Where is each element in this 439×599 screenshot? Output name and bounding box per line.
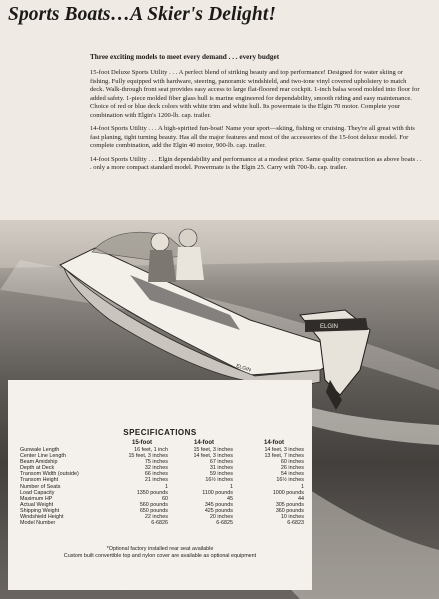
spec-label: Center Line Length <box>20 453 66 460</box>
column-header-14-foot-a: 14-foot <box>194 440 214 446</box>
spec-value-15-foot: 75 inches <box>144 459 168 466</box>
spec-label: Transom Height <box>20 477 59 484</box>
paragraph-14-foot-standard: 14-foot Sports Utility . . . Elgin dependability and performance at a modest price. Same quality construction as above boats . . . only a more compact standard model. Powermate is the Elgin 25. Carry with 700-lb. cap. trailer. <box>90 155 422 172</box>
spec-value-14-foot-b: 10 inches <box>280 514 304 521</box>
spec-label: Load Capacity <box>20 489 55 496</box>
spec-value-14-foot-a: 31 inches <box>209 465 233 472</box>
hull-text: ELGIN <box>235 363 252 374</box>
spec-value-14-foot-b: 1000 pounds <box>272 489 304 496</box>
spec-value-14-foot-a: 20 inches <box>209 514 233 521</box>
spec-value-14-foot-a: 16½ inches <box>205 477 233 484</box>
specification-rows <box>20 447 310 526</box>
spec-value-14-foot-a: 1 <box>230 483 233 490</box>
spec-value-14-foot-a: 1100 pounds <box>202 489 233 496</box>
spec-value-15-foot: 22 inches <box>144 514 168 521</box>
intro-line: Three exciting models to meet every demand . . . every budget <box>90 53 280 61</box>
spec-value-14-foot-b: 14 feet, 3 inches <box>264 447 304 453</box>
spec-label: Beam Amidship <box>20 459 58 466</box>
spec-value-15-foot: 15 feet, 3 inches <box>128 453 168 460</box>
footnote-rear-seat: *Optional factory installed rear seat available <box>106 546 214 552</box>
spec-value-14-foot-b: 60 inches <box>280 459 304 466</box>
spec-value-14-foot-a: 345 pounds <box>204 501 233 508</box>
headline: Sports Boats…A Skier's Delight! <box>8 4 277 25</box>
body-copy <box>90 69 422 178</box>
spec-value-14-foot-b: 1 <box>301 483 304 490</box>
spec-label: Actual Weight <box>20 501 54 508</box>
spec-value-15-foot: 32 inches <box>144 465 168 472</box>
spec-value-14-foot-a: 45 <box>227 495 233 502</box>
spec-value-15-foot: 21 inches <box>144 477 168 484</box>
spec-row <box>20 520 310 526</box>
spec-value-14-foot-b: 26 inches <box>280 465 304 472</box>
spec-value-14-foot-b: 54 inches <box>280 471 304 478</box>
spec-value-14-foot-a: 6-6825 <box>216 520 233 527</box>
spec-value-14-foot-b: 360 pounds <box>275 507 304 514</box>
spec-label: Number of Seats <box>20 483 61 490</box>
spec-value-14-foot-b: 305 pounds <box>275 501 304 508</box>
spec-value-15-foot: 60 <box>162 495 168 502</box>
spec-value-15-foot: 16 feet, 1 inch <box>134 447 168 453</box>
specifications-table <box>8 380 312 590</box>
spec-label: Model Number <box>20 520 56 527</box>
spec-value-15-foot: 1 <box>165 483 168 490</box>
footnote-optional-equipment: Custom built convertible top and nylon cover are available as optional equipment <box>63 553 257 559</box>
column-header-15-foot: 15-foot <box>132 440 152 446</box>
spec-value-14-foot-b: 44 <box>298 495 304 502</box>
column-header-14-foot-b: 14-foot <box>264 440 284 446</box>
spec-value-14-foot-a: 15 feet, 3 inches <box>193 447 233 453</box>
specifications-title: SPECIFICATIONS <box>123 428 197 437</box>
spec-value-14-foot-b: 13 feet, 7 inches <box>264 453 304 460</box>
spec-label: Maximum HP <box>20 495 53 502</box>
spec-value-15-foot: 6-6826 <box>151 520 168 527</box>
spec-label: Gunwale Length <box>20 447 60 453</box>
spec-value-15-foot: 560 pounds <box>139 501 168 508</box>
spec-value-14-foot-a: 14 feet, 3 inches <box>193 453 233 460</box>
paragraph-15-foot-deluxe: 15-foot Deluxe Sports Utility . . . A perfect blend of striking beauty and top performance! Designed for water skiing or fishing. Fully equipped with hardware, steering, panoramic windshield, and two-tone vinyl covered upholstery to match deck. Walk-through front seat provides easy access to large flat-floored rear cockpit. 1-inch balsa wood molded into floor for added safety. 1-piece molded fiber glass hull is marine engineered for dependability, smooth riding and easy maintenance. Choice of red or blue deck colors with white trim and white hull. Its powermate is the Elgin 70 motor. Complete your combination with Elgin's 1200-lb. cap. trailer. <box>90 69 420 119</box>
spec-value-14-foot-b: 6-6823 <box>287 520 304 527</box>
spec-value-14-foot-a: 67 inches <box>209 459 233 466</box>
spec-value-14-foot-b: 16½ inches <box>276 477 304 484</box>
paragraph-14-foot-sports: 14-foot Sports Utility . . . A high-spirited fun-boat! Name your sport—skiing, fishing or cruising. They're all great with this fast planing, tight turning beauty. Has all the major features and most of the accessories of the 15-foot deluxe model. For complete combination, add the Elgin 40 motor, 900-lb. cap. trailer. <box>90 125 415 150</box>
spec-value-15-foot: 66 inches <box>144 471 168 478</box>
spec-value-14-foot-a: 425 pounds <box>204 507 233 514</box>
spec-value-14-foot-a: 59 inches <box>209 471 233 478</box>
spec-label: Shipping Weight <box>20 507 60 514</box>
spec-label: Depth at Deck <box>20 465 55 472</box>
motor-brand-label: ELGIN <box>320 324 339 330</box>
spec-value-15-foot: 1350 pounds <box>136 489 168 496</box>
spec-label: Transom Width (outside) <box>20 471 79 478</box>
spec-value-15-foot: 650 pounds <box>139 507 168 514</box>
spec-label: Windshield Height <box>20 514 64 521</box>
